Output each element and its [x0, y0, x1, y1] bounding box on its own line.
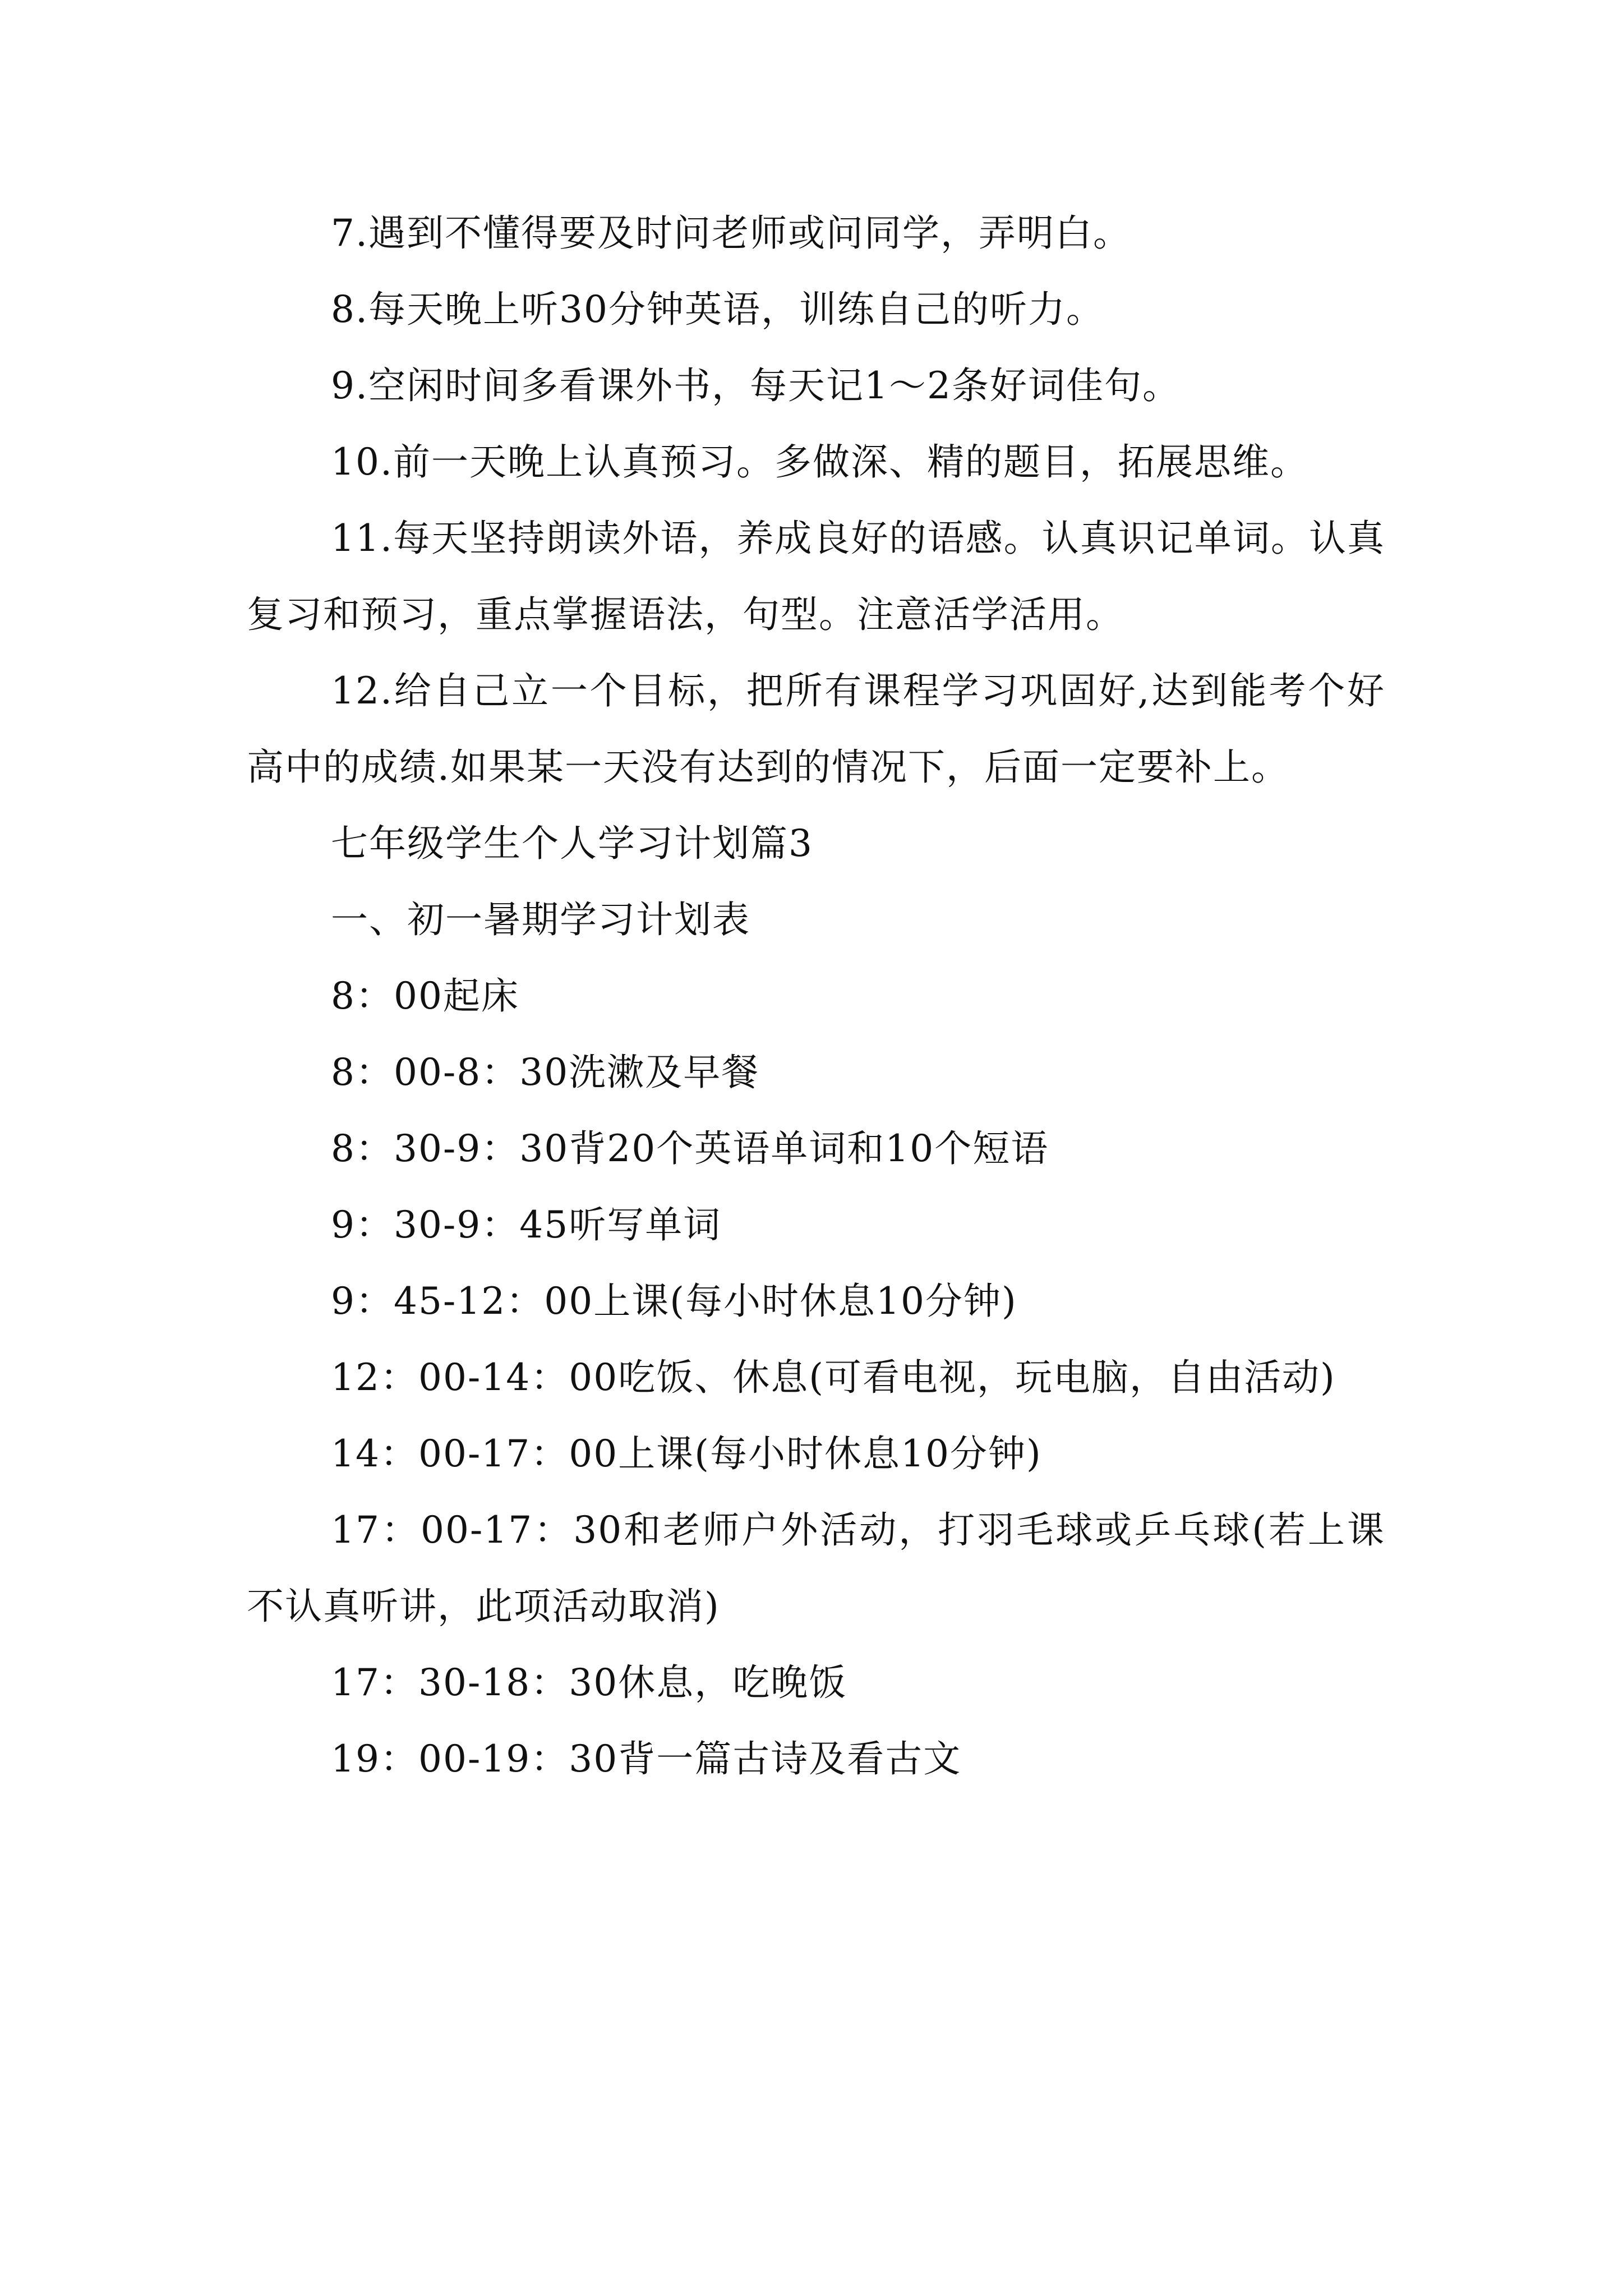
- schedule-item: 8：00起床: [331, 974, 519, 1018]
- section-heading: 七年级学生个人学习计划篇3: [331, 822, 813, 865]
- schedule-item: 17：00-17：30和老师户外活动，打羽毛球或乒乓球(若上课不认真听讲，此项活动取消): [247, 1508, 1385, 1628]
- schedule-item: 9：45-12：00上课(每小时休息10分钟): [331, 1280, 1017, 1323]
- paragraph-9: 9.空闲时间多看课外书，每天记1～2条好词佳句。: [331, 364, 1181, 407]
- schedule-item: 9：30-9：45听写单词: [331, 1203, 722, 1246]
- paragraph-8: 8.每天晚上听30分钟英语，训练自己的听力。: [331, 288, 1104, 331]
- schedule-item: 19：00-19：30背一篇古诗及看古文: [331, 1737, 962, 1780]
- schedule-item: 17：30-18：30休息，吃晚饭: [331, 1661, 847, 1704]
- paragraph-12: 12.给自己立一个目标，把所有课程学习巩固好,达到能考个好高中的成绩.如果某一天没有达到的情况下，后面一定要补上。: [247, 669, 1385, 789]
- paragraph-7: 7.遇到不懂得要及时问老师或问同学，弄明白。: [331, 211, 1131, 255]
- schedule-item: 8：00-8：30洗漱及早餐: [331, 1051, 760, 1094]
- schedule-item: 12：00-14：00吃饭、休息(可看电视，玩电脑，自由活动): [331, 1356, 1336, 1399]
- paragraph-10: 10.前一天晚上认真预习。多做深、精的题目，拓展思维。: [331, 440, 1308, 484]
- paragraph-11: 11.每天坚持朗读外语，养成良好的语感。认真识记单词。认真复习和预习，重点掌握语法，句型。注意活学活用。: [247, 517, 1385, 636]
- subsection-heading: 一、初一暑期学习计划表: [331, 898, 750, 941]
- document-page: [247, 195, 1385, 1797]
- schedule-item: 14：00-17：00上课(每小时休息10分钟): [331, 1432, 1042, 1475]
- schedule-item: 8：30-9：30背20个英语单词和10个短语: [331, 1127, 1049, 1170]
